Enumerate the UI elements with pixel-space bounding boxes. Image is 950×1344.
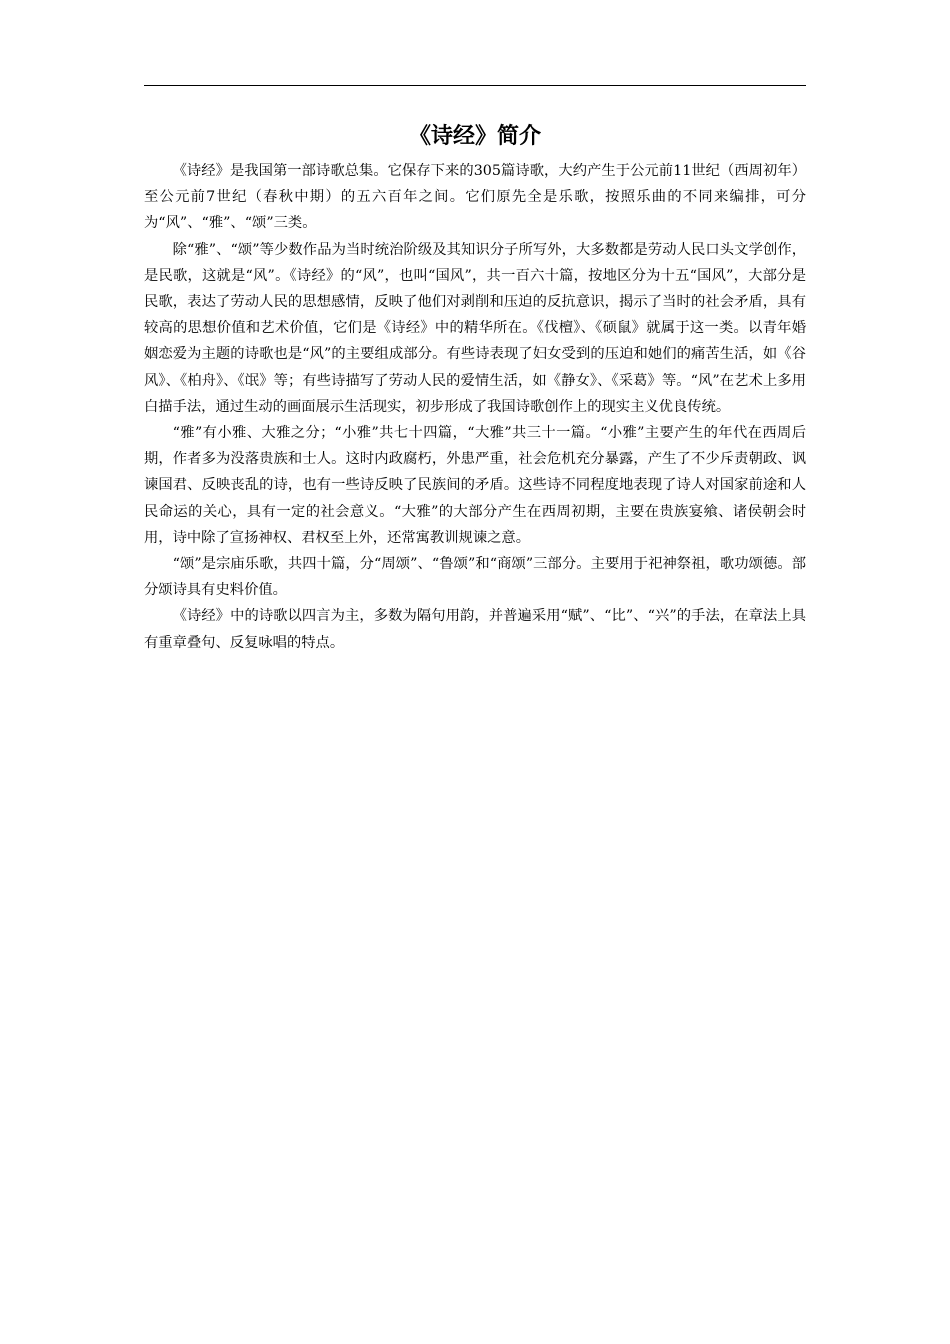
header-rule	[144, 85, 806, 86]
paragraph-feng: 除“雅”、“颂”等少数作品为当时统治阶级及其知识分子所写外，大多数都是劳动人民口头文学创作，是民歌，这就是“风”。《诗经》的“风”，也叫“国风”，共一百六十篇，按地区分为十五“国风”，大部分是民歌，表达了劳动人民的思想感情，反映了他们对剥削和压迫的反抗意识，揭示了当时的社会矛盾，具有较高的思想价值和艺术价值，它们是《诗经》中的精华所在。《伐檀》、《硕鼠》就属于这一类。以青年婚姻恋爱为主题的诗歌也是“风”的主要组成部分。有些诗表现了妇女受到的压迫和她们的痛苦生活，如《谷风》、《柏舟》、《氓》等；有些诗描写了劳动人民的爱情生活，如《静女》、《采葛》等。“风”在艺术上多用白描手法，通过生动的画面展示生活现实，初步形成了我国诗歌创作上的现实主义优良传统。	[144, 241, 806, 415]
paragraph-intro: 《诗经》是我国第一部诗歌总集。它保存下来的305篇诗歌，大约产生于公元前11世纪（西周初年）至公元前7世纪（春秋中期）的五六百年之间。它们原先全是乐歌，按照乐曲的不同来编排，可分为“风”、“雅”、“颂”三类。	[144, 163, 806, 232]
paragraph-style: 《诗经》中的诗歌以四言为主，多数为隔句用韵，并普遍采用“赋”、“比”、“兴”的手法，在章法上具有重章叠句、反复咏唱的特点。	[144, 608, 806, 651]
document-title: 《诗经》简介	[408, 123, 541, 149]
document-body	[144, 158, 806, 656]
paragraph-ya: “雅”有小雅、大雅之分；“小雅”共七十四篇，“大雅”共三十一篇。“小雅”主要产生的年代在西周后期，作者多为没落贵族和士人。这时内政腐朽，外患严重，社会危机充分暴露，产生了不少斥责朝政、讽谏国君、反映丧乱的诗，也有一些诗反映了民族间的矛盾。这些诗不同程度地表现了诗人对国家前途和人民命运的关心，具有一定的社会意义。“大雅”的大部分产生在西周初期，主要在贵族宴飨、诸侯朝会时用，诗中除了宣扬神权、君权至上外，还常寓教训规谏之意。	[144, 425, 806, 546]
paragraph-song: “颂”是宗庙乐歌，共四十篇，分“周颂”、“鲁颂”和“商颂”三部分。主要用于祀神祭祖，歌功颂德。部分颂诗具有史料价值。	[144, 556, 806, 599]
